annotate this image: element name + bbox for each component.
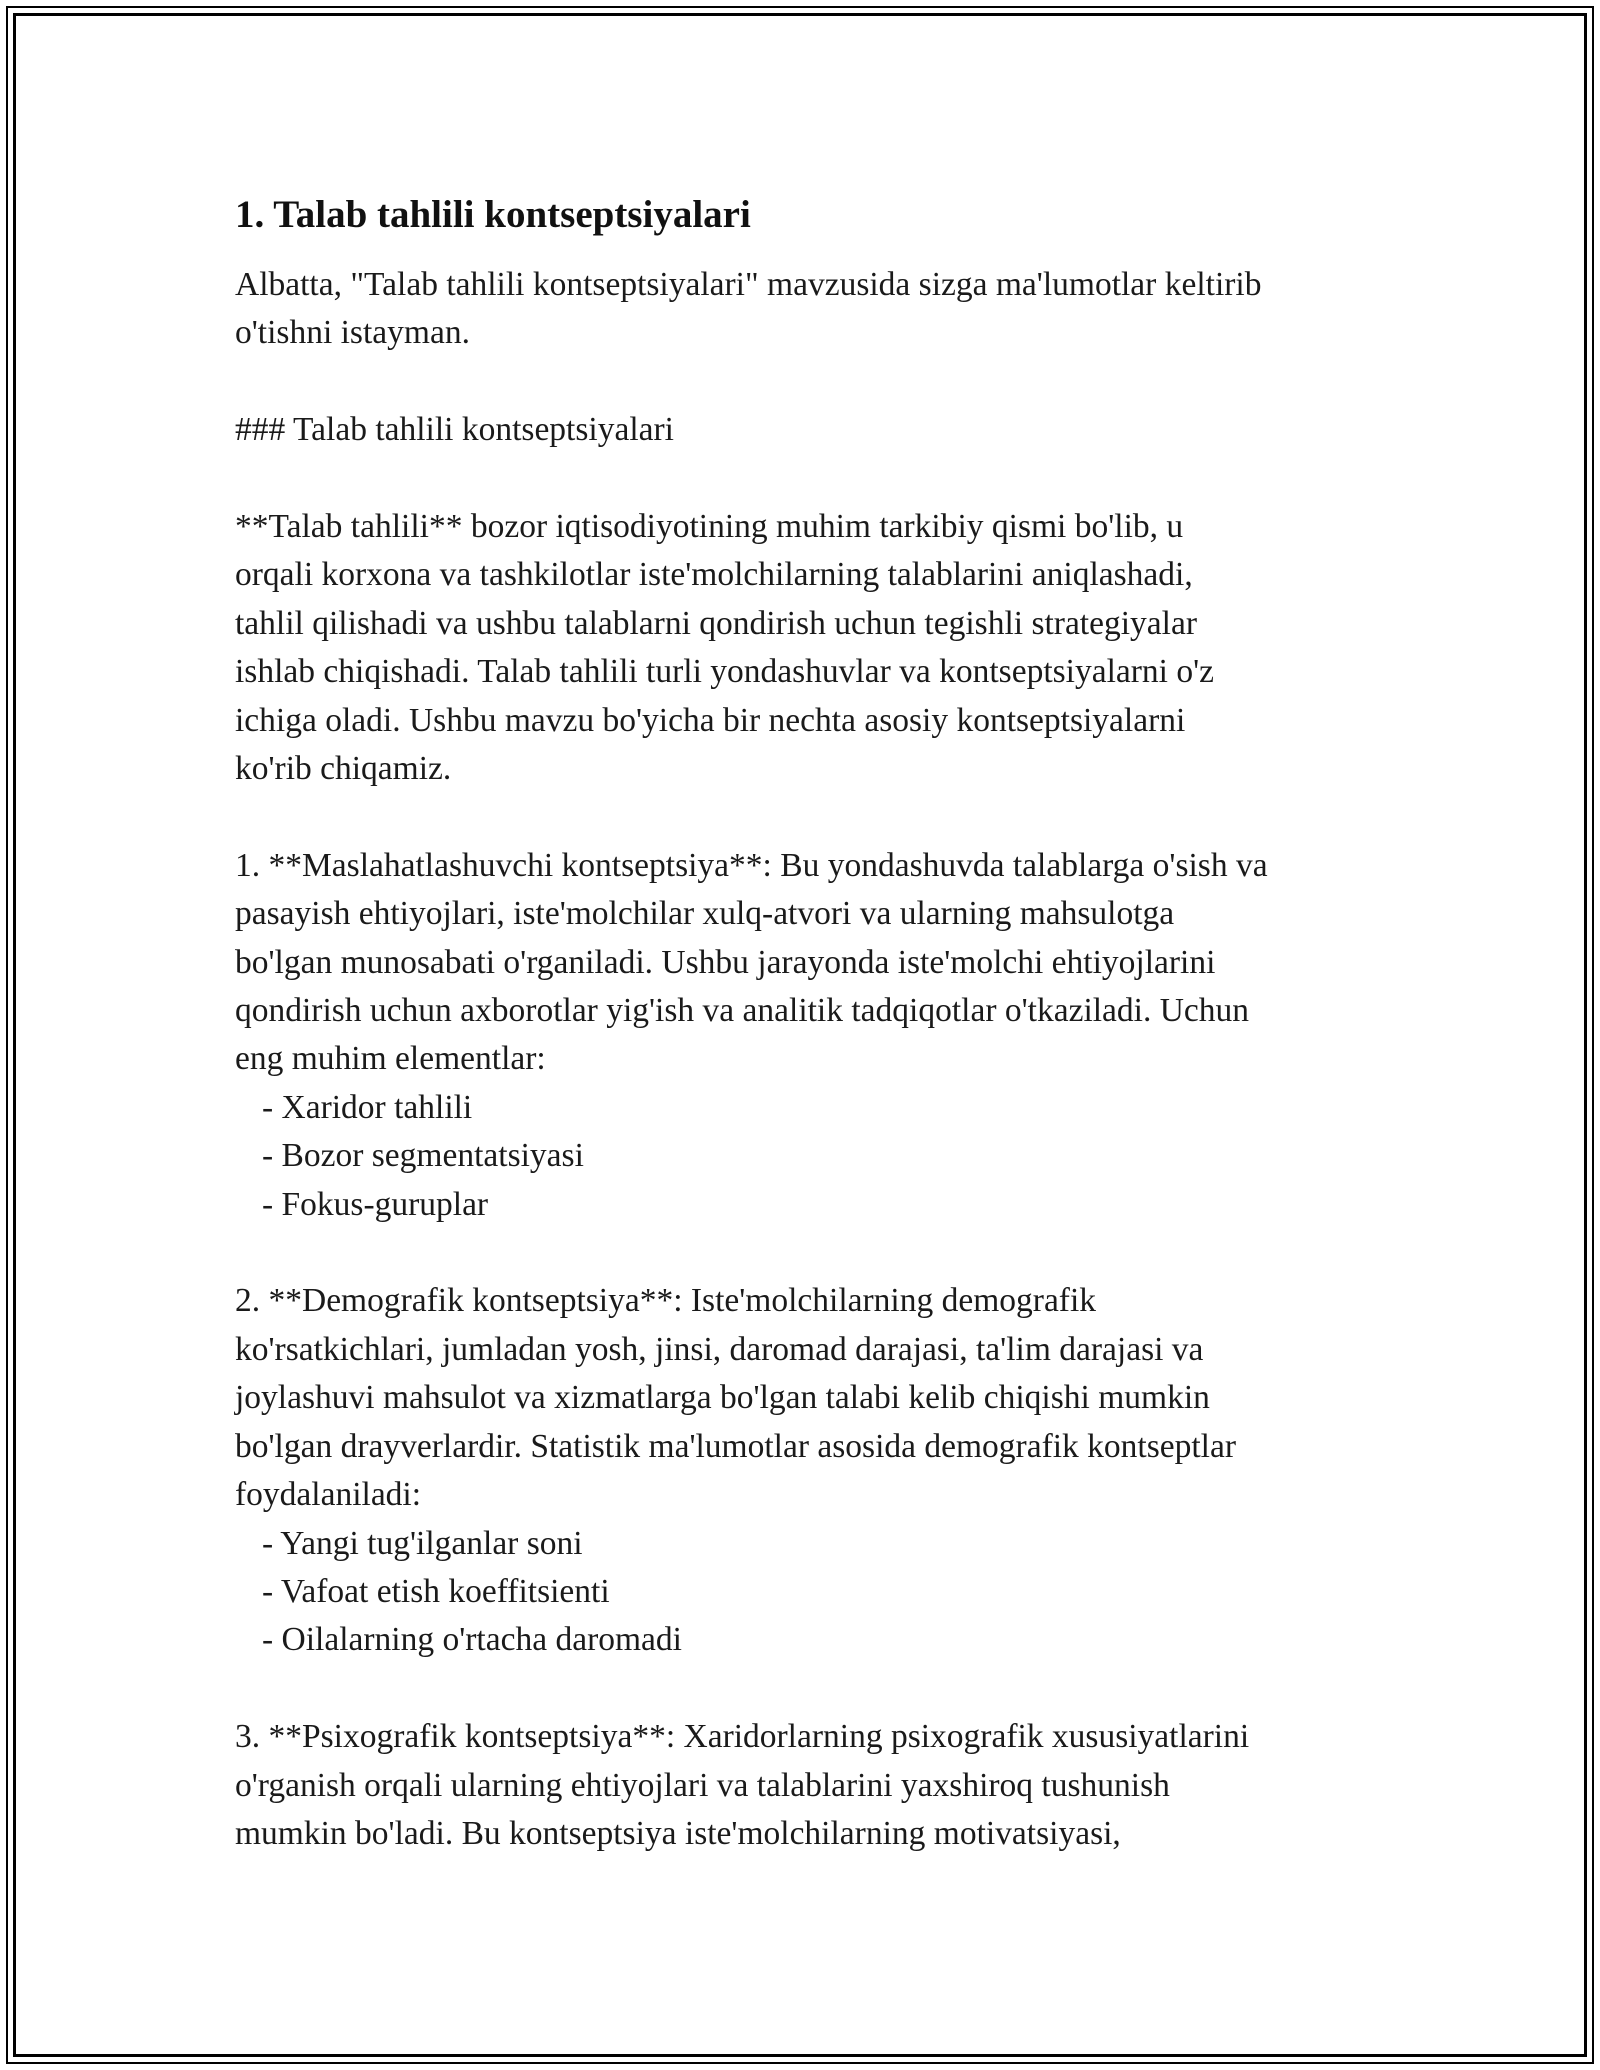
section-text: 3. **Psixografik kontseptsiya**: Xaridorlarning psixografik xususiyatlarini o'rganish orqali ularning ehtiyojlari va talablarini yaxshiroq tushunish mumkin bo'ladi. Bu kontseptsiya iste'molchilarning motivatsiyasi, [235,1718,1250,1852]
document-body [235,190,1385,1858]
list-item: - Vafoat etish koeffitsienti [262,1572,610,1610]
list-item: - Oilalarning o'rtacha daromadi [262,1621,682,1659]
list-item: - Yangi tug'ilganlar soni [262,1524,583,1562]
list-item: - Xaridor tahlili [262,1088,473,1126]
subheading: ### Talab tahlili kontseptsiyalari [235,411,674,449]
bullet-list [235,1520,1385,1665]
section-1 [235,842,1385,1229]
intro-paragraph: Albatta, "Talab tahlili kontseptsiyalari" mavzusida sizga ma'lumotlar keltirib o'tishni istayman. [235,266,1262,352]
section-text: 1. **Maslahatlashuvchi kontseptsiya**: Bu yondashuvda talablarga o'sish va pasayish ehtiyojlari, iste'molchilar xulq-atvori va ularning mahsulotga bo'lgan munosabati o'rganiladi. Ushbu jarayonda iste'molchi ehtiyojlarini qondirish uchun axborotlar yig'ish va analitik tadqiqotlar o'tkaziladi. Uchun eng muhim elementlar: [235,846,1268,1078]
document-title: 1. Talab tahlili kontseptsiyalari [235,193,751,236]
section-3 [235,1713,1385,1858]
section-2 [235,1277,1385,1664]
overview-paragraph: **Talab tahlili** bozor iqtisodiyotining muhim tarkibiy qismi bo'lib, u orqali korxona va tashkilotlar iste'molchilarning talablarini aniqlashadi, tahlil qilishadi va ushbu talablarni qondirish uchun tegishli strategiyalar ishlab chiqishadi. Talab tahlili turli yondashuvlar va kontseptsiyalarni o'z ichiga oladi. Ushbu mavzu bo'yicha bir nechta asosiy kontseptsiyalarni ko'rib chiqamiz. [235,508,1215,788]
bullet-list [235,1084,1385,1229]
list-item: - Bozor segmentatsiyasi [262,1137,584,1175]
section-text: 2. **Demografik kontseptsiya**: Iste'molchilarning demografik ko'rsatkichlari, jumladan yosh, jinsi, daromad darajasi, ta'lim darajasi va joylashuvi mahsulot va xizmatlarga bo'lgan talabi kelib chiqishi mumkin bo'lgan drayverlardir. Statistik ma'lumotlar asosida demografik kontseptlar foydalaniladi: [235,1282,1237,1514]
list-item: - Fokus-guruplar [262,1185,489,1223]
